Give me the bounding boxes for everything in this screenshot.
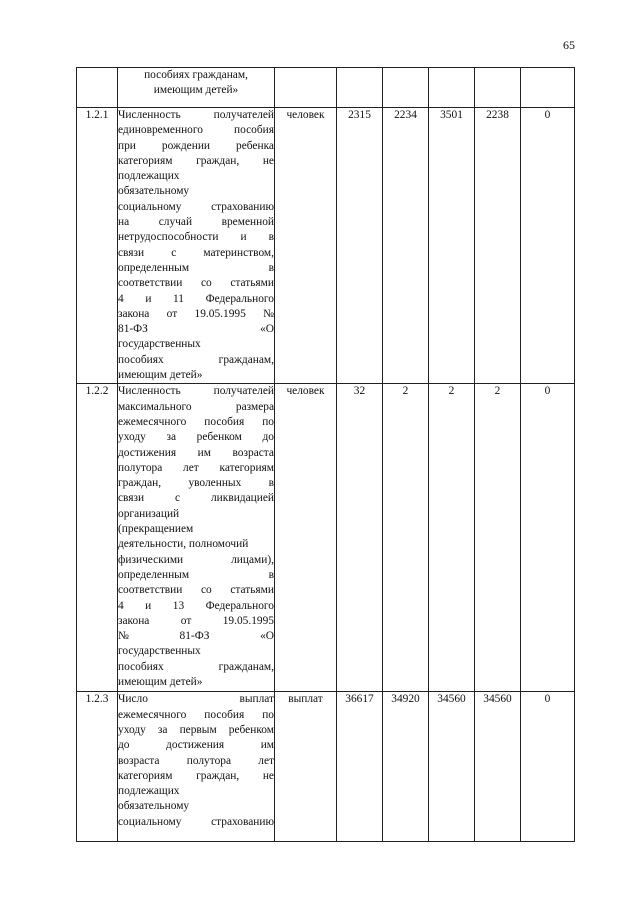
text-line (118, 154, 274, 169)
word: деятельности, полномочий (118, 538, 249, 551)
word: им (260, 739, 274, 752)
word: временной (221, 216, 274, 229)
word: страхованию (211, 200, 274, 213)
word: со (200, 277, 212, 290)
text-line (118, 276, 274, 291)
word: социальному (118, 815, 182, 828)
word: государственных (118, 645, 201, 658)
text-line (118, 230, 274, 245)
indicator-name-cell (118, 108, 275, 384)
word: не (262, 769, 274, 782)
word: выплат (239, 693, 274, 706)
word: возраста (232, 446, 274, 459)
word: ежемесячного (118, 708, 187, 721)
word: при (118, 139, 136, 152)
word: им (197, 446, 211, 459)
word: уходу (118, 723, 146, 736)
text-line (118, 784, 274, 799)
word: закона (118, 614, 150, 627)
word: от (166, 307, 178, 320)
text-line (118, 708, 274, 723)
text-line (118, 644, 274, 659)
value-cell (337, 68, 383, 108)
word: в (268, 477, 274, 490)
value-cell (383, 68, 429, 108)
word: категориям (118, 769, 173, 782)
text-line (118, 400, 274, 415)
word: категориям (219, 461, 274, 474)
word: ребенка (236, 139, 274, 152)
unit-cell: выплат (275, 692, 337, 842)
value-cell: 0 (521, 692, 575, 842)
word: до (262, 431, 274, 444)
word: категориям (118, 154, 173, 167)
word: пособиях (118, 353, 164, 366)
word: связи (118, 246, 145, 259)
text-line (118, 337, 274, 352)
value-cell (429, 68, 475, 108)
word: 81-ФЗ (179, 630, 210, 643)
text-line (118, 384, 274, 399)
text-line (118, 246, 274, 261)
word: имеющим детей» (118, 369, 203, 382)
word: гражданам, (218, 660, 274, 673)
word: ребенком (228, 723, 274, 736)
indicators-table (76, 67, 575, 842)
word: полутора (118, 461, 163, 474)
value-cell: 2315 (337, 108, 383, 384)
word: нетрудоспособности (118, 231, 219, 244)
value-cell: 36617 (337, 692, 383, 842)
word: обязательному (118, 800, 190, 813)
word: рождении (161, 139, 211, 152)
table-row (77, 384, 575, 692)
word: достижения (118, 446, 177, 459)
text-line (118, 215, 274, 230)
word: ликвидацией (211, 492, 274, 505)
value-cell: 3501 (429, 108, 475, 384)
word: граждан, (196, 154, 240, 167)
value-cell: 2 (475, 384, 521, 692)
word: случай (158, 216, 193, 229)
text-line (118, 476, 274, 491)
row-number: 1.2.1 (77, 108, 118, 384)
text-line (118, 537, 274, 552)
word: граждан, (118, 477, 162, 490)
text-line (118, 461, 274, 476)
word: № (263, 307, 274, 320)
text-line (118, 353, 274, 368)
value-cell: 34920 (383, 692, 429, 842)
row-number: 1.2.3 (77, 692, 118, 842)
word: 81-ФЗ (118, 323, 148, 336)
word: определенным (118, 261, 190, 274)
word: и (240, 231, 247, 244)
word: закона (118, 307, 150, 320)
word: 13 (172, 599, 185, 612)
word: в (268, 231, 274, 244)
table-row-continuation (77, 68, 575, 108)
word: 11 (173, 292, 184, 305)
text-line (118, 815, 274, 830)
value-cell: 2238 (475, 108, 521, 384)
word: 19.05.1995 (222, 614, 274, 627)
unit-cell: человек (275, 108, 337, 384)
word: гражданам, (218, 353, 274, 366)
value-cell: 34560 (475, 692, 521, 842)
word: лет (258, 754, 274, 767)
text-line (118, 599, 274, 614)
text-line (118, 446, 274, 461)
text-line (118, 675, 274, 690)
value-cell: 0 (521, 384, 575, 692)
word: № (118, 630, 129, 643)
text-line (118, 799, 274, 814)
text-line (118, 614, 274, 629)
word: 4 (118, 599, 124, 612)
indicator-name-cell (118, 384, 275, 692)
value-cell: 32 (337, 384, 383, 692)
word: Федерального (205, 292, 274, 305)
table-row (77, 692, 575, 842)
text-line (118, 108, 274, 123)
word: обязательному (118, 185, 190, 198)
word: размера (235, 400, 274, 413)
text-line (118, 754, 274, 769)
word: уволенных (188, 477, 242, 490)
word: связи (118, 492, 145, 505)
text-line (118, 507, 274, 522)
text-line (118, 123, 274, 138)
num-cell (77, 68, 118, 108)
word: по (262, 415, 274, 428)
text-line (118, 692, 274, 707)
word: единовременного (118, 124, 203, 137)
word: на (118, 216, 130, 229)
word: уходу (118, 431, 146, 444)
word: не (262, 154, 274, 167)
indicator-name-cell (118, 692, 275, 842)
text-line (118, 200, 274, 215)
word: получателей (213, 385, 274, 398)
word: лицами), (231, 553, 274, 566)
word: соответствии (118, 277, 183, 290)
word: достижения (166, 739, 225, 752)
text-line (118, 169, 274, 184)
text-line (118, 430, 274, 445)
page-number: 65 (563, 38, 575, 52)
word: пособия (204, 415, 245, 428)
text-line (118, 522, 274, 537)
word: соответствии (118, 584, 183, 597)
text-line (118, 184, 274, 199)
value-cell: 2 (429, 384, 475, 692)
word: первым (179, 723, 217, 736)
text-line (118, 307, 274, 322)
word: пособия (204, 708, 245, 721)
word: граждан, (196, 769, 240, 782)
word: за (157, 723, 168, 736)
text-line (118, 738, 274, 753)
word: возраста (118, 754, 160, 767)
text-line (118, 491, 274, 506)
word: и (145, 292, 152, 305)
word: «О (260, 323, 274, 336)
text-line (118, 415, 274, 430)
word: лет (183, 461, 199, 474)
unit-cell: человек (275, 384, 337, 692)
word: организаций (118, 507, 180, 520)
word: пособиях (118, 660, 164, 673)
word: по (262, 708, 274, 721)
text-line (118, 292, 274, 307)
word: статьями (230, 277, 274, 290)
indicator-name-cell (118, 68, 275, 108)
word: пособия (234, 124, 274, 137)
word: подлежащих (118, 785, 180, 798)
word: Численность (118, 109, 181, 121)
word: в (268, 568, 274, 581)
text-line (118, 322, 274, 337)
word: ежемесячного (118, 415, 187, 428)
word: 4 (118, 292, 124, 305)
word: с (175, 492, 181, 505)
value-cell: 34560 (429, 692, 475, 842)
word: физическими (118, 553, 184, 566)
word: за (166, 431, 177, 444)
text-line (118, 660, 274, 675)
word: материнством, (203, 246, 274, 259)
row-number: 1.2.2 (77, 384, 118, 692)
text-line (118, 723, 274, 738)
word: до (118, 739, 130, 752)
word: «О (260, 630, 274, 643)
text-line: пособиях гражданам, (144, 69, 248, 81)
word: полутора (186, 754, 232, 767)
word: подлежащих (118, 170, 180, 183)
word: максимального (118, 400, 192, 413)
text-line (118, 261, 274, 276)
text-line (118, 368, 274, 383)
word: Число (118, 693, 148, 706)
text-line (118, 553, 274, 568)
word: ребенком (196, 431, 242, 444)
word: с (171, 246, 177, 259)
word: (прекращением (118, 523, 194, 536)
word: имеющим детей» (118, 675, 203, 688)
word: социальному (118, 200, 182, 213)
word: определенным (118, 568, 190, 581)
text-line: имеющим детей» (153, 84, 239, 97)
word: страхованию (211, 815, 274, 828)
word: и (145, 599, 152, 612)
unit-cell (275, 68, 337, 108)
value-cell: 2 (383, 384, 429, 692)
word: от (180, 614, 192, 627)
text-line (118, 139, 274, 154)
word: государственных (118, 338, 201, 351)
value-cell (521, 68, 575, 108)
value-cell (475, 68, 521, 108)
word: Федерального (205, 599, 274, 612)
value-cell: 0 (521, 108, 575, 384)
table-row (77, 108, 575, 384)
word: 19.05.1995 (194, 307, 246, 320)
word: получателей (213, 109, 274, 121)
text-line (118, 568, 274, 583)
word: со (200, 584, 212, 597)
word: в (268, 261, 274, 274)
text-line (118, 629, 274, 644)
text-line (118, 583, 274, 598)
word: Численность (118, 385, 181, 398)
value-cell: 2234 (383, 108, 429, 384)
text-line (118, 769, 274, 784)
word: статьями (230, 584, 274, 597)
